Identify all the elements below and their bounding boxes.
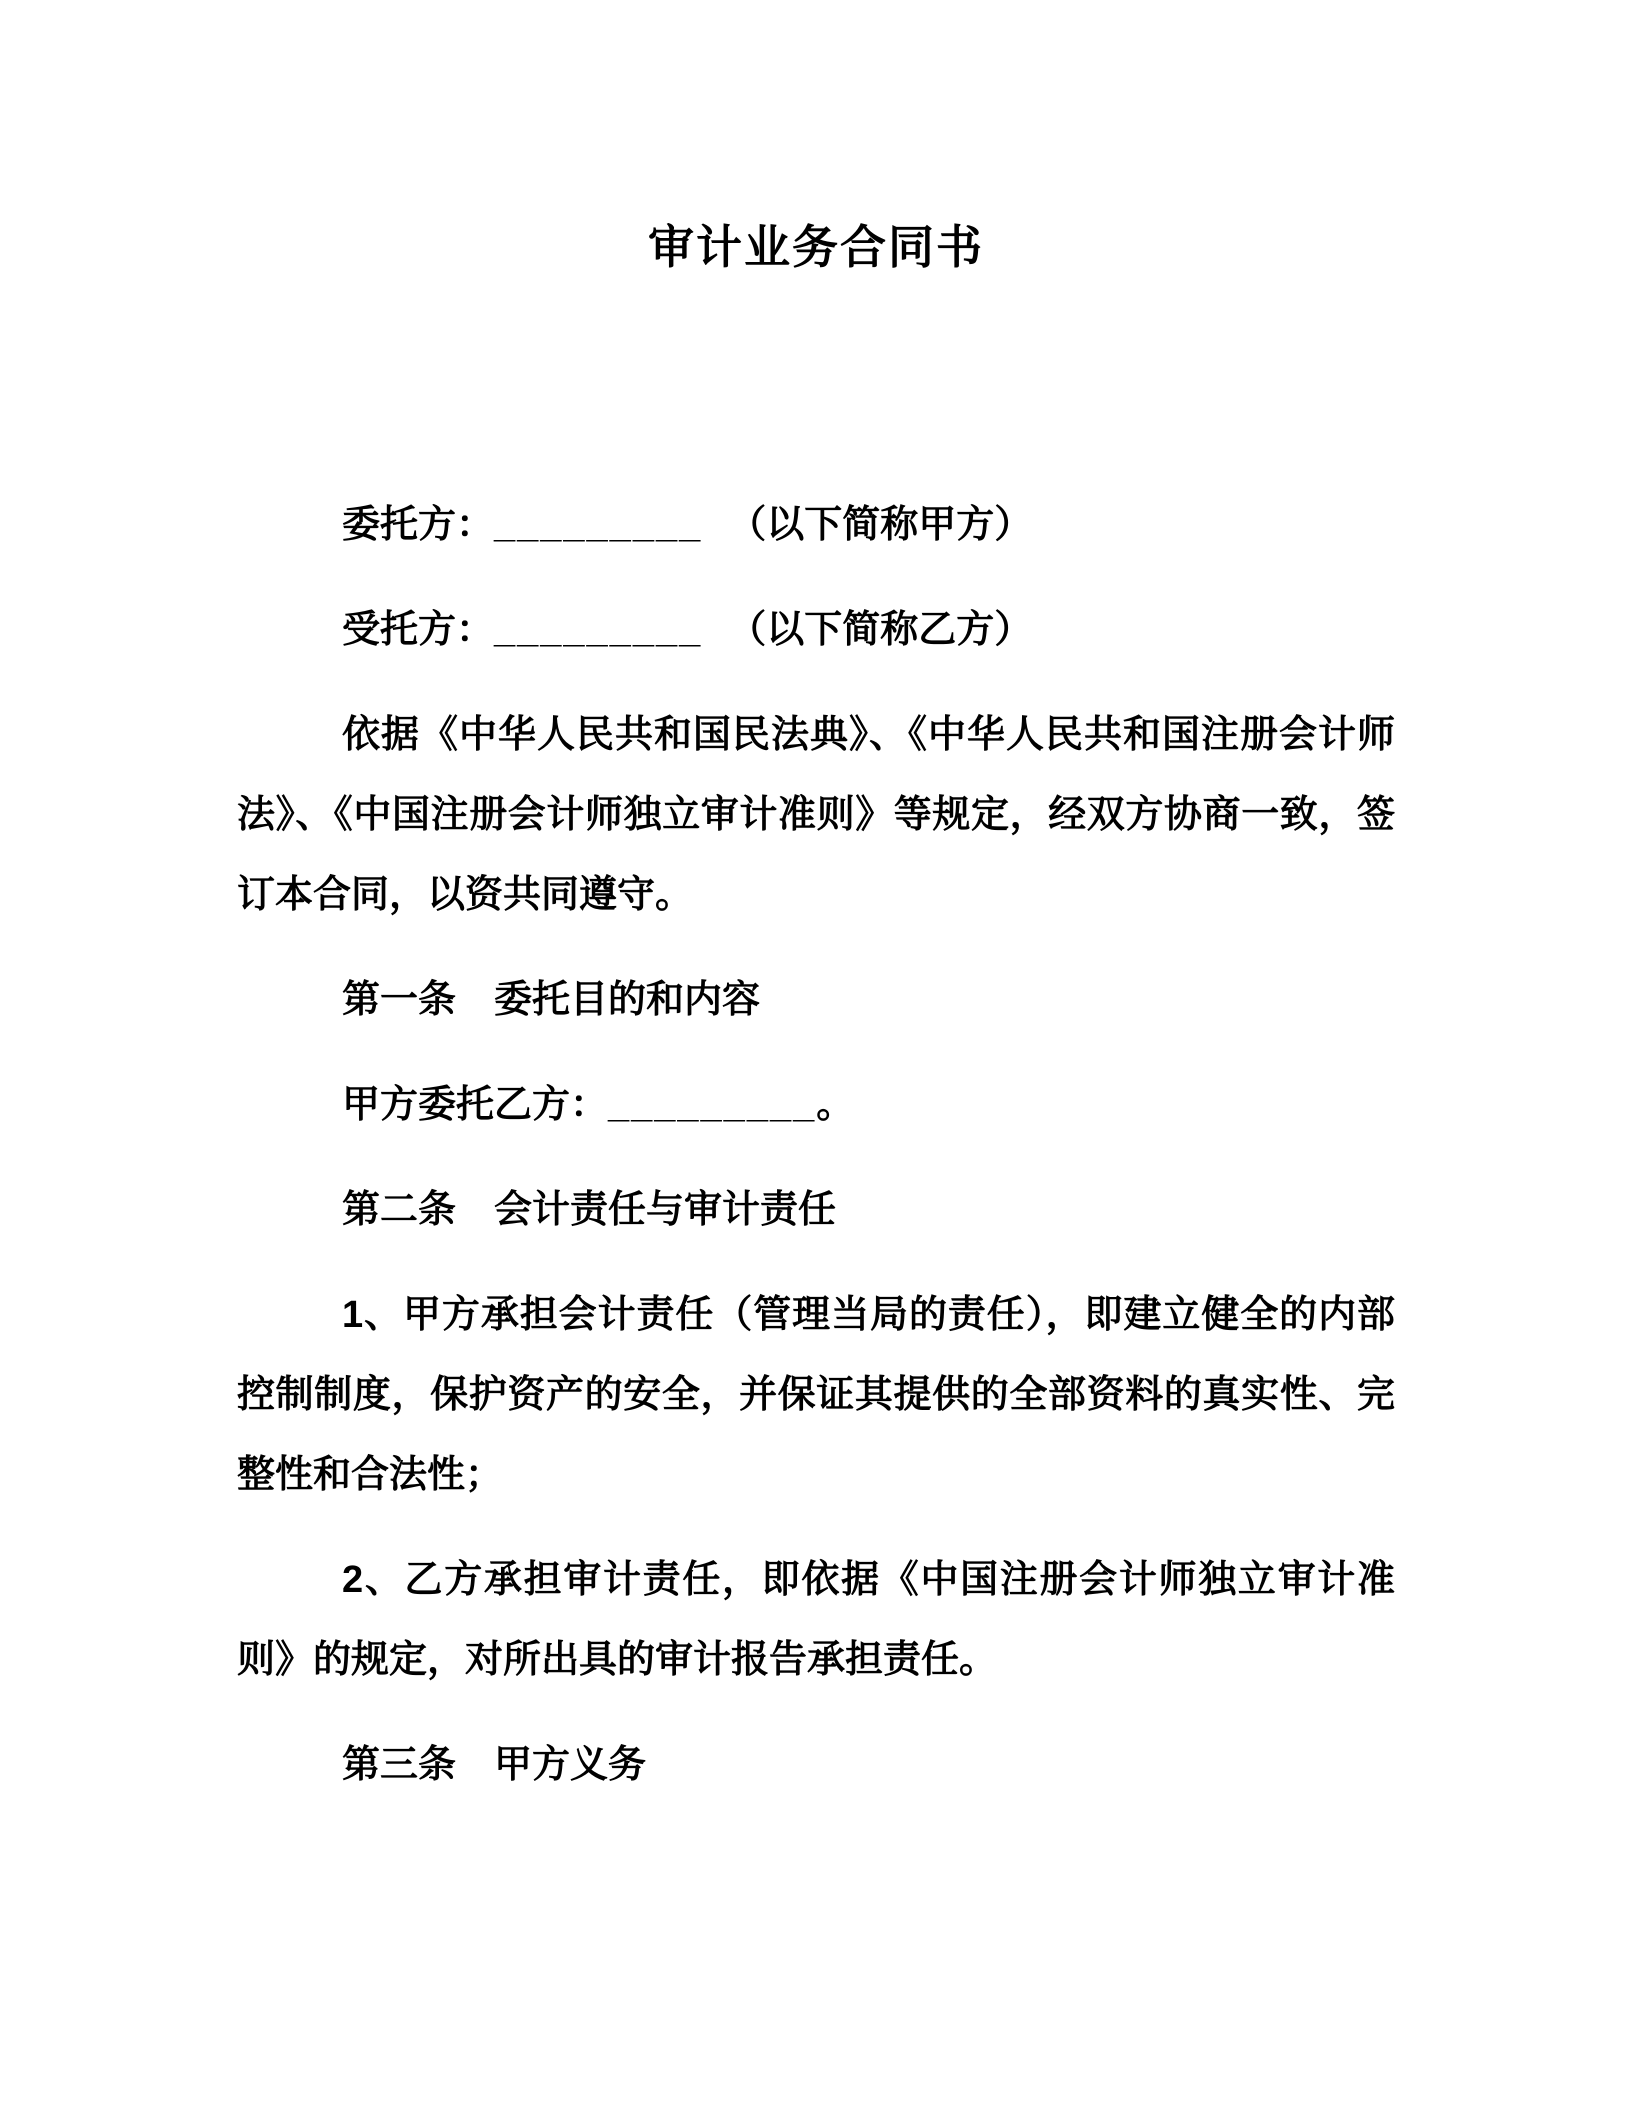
article-3-heading: 第三条 甲方义务	[342, 1743, 647, 1786]
article-2-clause-2: 2、乙方承担审计责任，即依据《中国注册会计师独立审计准则》的规定，对所出具的审计报告承担责任。	[237, 1558, 1395, 1681]
article-1-clause-1-tail: 。	[816, 1083, 855, 1126]
party-client-label: 委托方：	[342, 503, 495, 546]
party-line-trustee	[237, 590, 1395, 670]
article-1-clause-1-lead: 甲方委托乙方：	[342, 1083, 609, 1126]
party-trustee-note: （以下简称乙方）	[728, 608, 1033, 651]
party-trustee-blank-field: _________	[494, 608, 703, 651]
document-title: 审计业务合同书	[648, 221, 984, 273]
party-client-blank-field: _________	[494, 503, 703, 546]
article-1-heading: 第一条 委托目的和内容	[342, 978, 761, 1021]
preamble-paragraph: 依据《中华人民共和国民法典》、《中华人民共和国注册会计师法》、《中国注册会计师独立审计准则》等规定，经双方协商一致，签订本合同，以资共同遵守。	[237, 713, 1395, 916]
party-line-client	[237, 485, 1395, 565]
article-2-heading: 第二条 会计责任与审计责任	[342, 1188, 837, 1231]
article-2-clause-1: 1、甲方承担会计责任（管理当局的责任），即建立健全的内部控制制度，保护资产的安全，并保证其提供的全部资料的真实性、完整性和合法性；	[237, 1293, 1395, 1496]
party-client-note: （以下简称甲方）	[728, 503, 1033, 546]
party-trustee-label: 受托方：	[342, 608, 495, 651]
article-1-clause-1	[237, 1065, 1395, 1145]
article-1-clause-1-blank-field: _________	[608, 1083, 817, 1126]
